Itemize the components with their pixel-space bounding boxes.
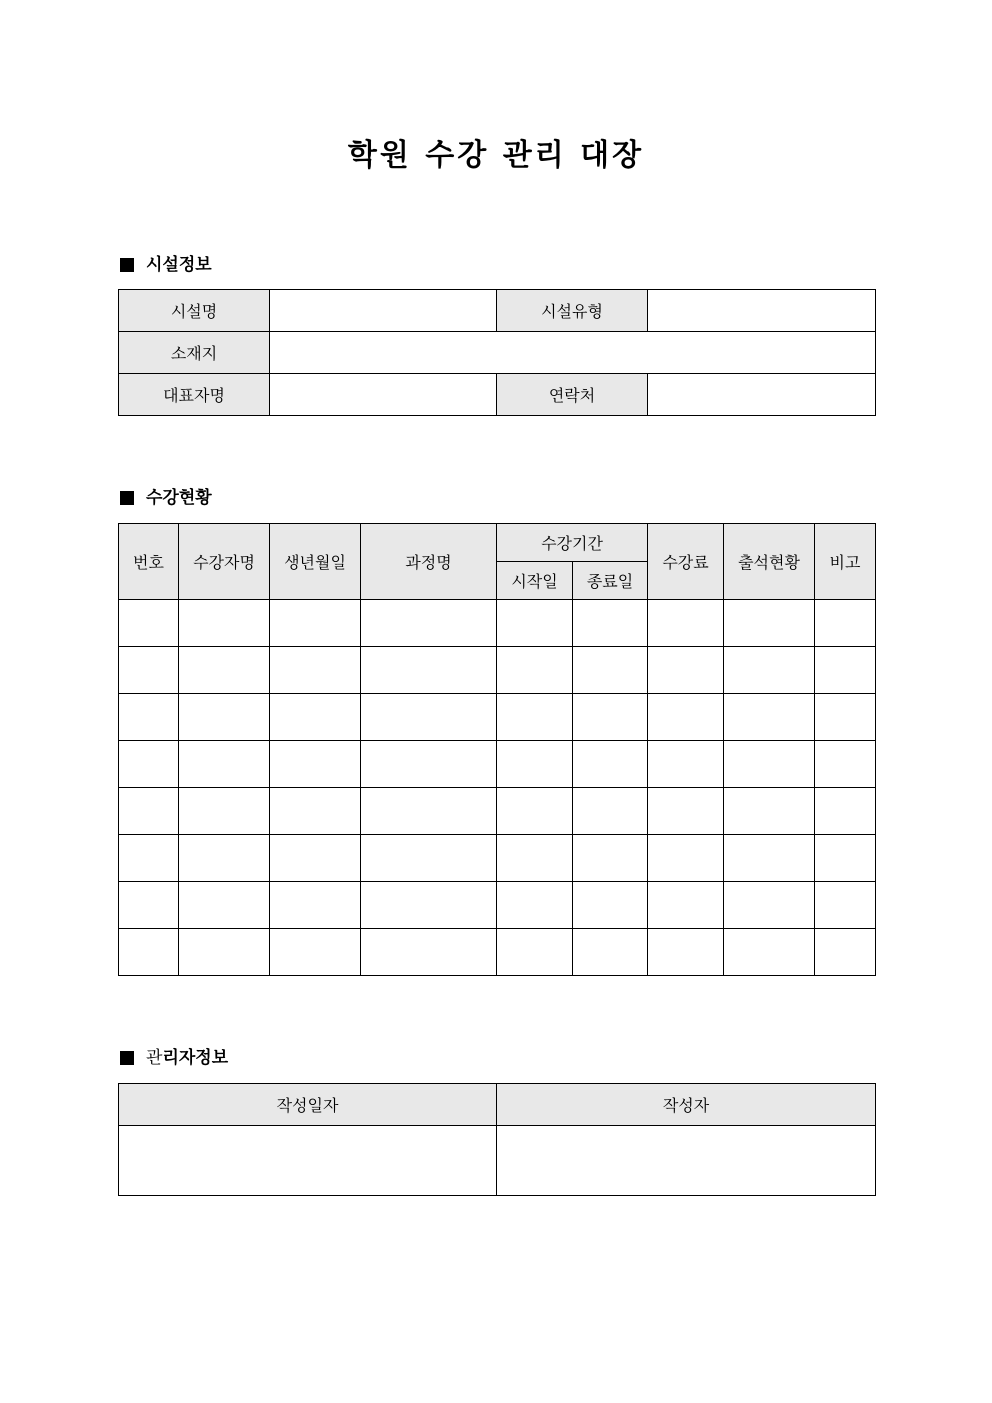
cell-start[interactable] bbox=[497, 929, 573, 976]
facility-info-table bbox=[118, 289, 876, 416]
cell-birth[interactable] bbox=[270, 741, 361, 788]
location-label: 소재지 bbox=[119, 332, 270, 374]
table-row bbox=[119, 647, 876, 694]
cell-student[interactable] bbox=[179, 694, 270, 741]
cell-start[interactable] bbox=[497, 788, 573, 835]
section-heading-label: 리자정보 bbox=[162, 1048, 229, 1068]
cell-course[interactable] bbox=[361, 647, 497, 694]
table-row bbox=[119, 694, 876, 741]
cell-no[interactable] bbox=[119, 600, 179, 647]
column-header-no: 번호 bbox=[119, 524, 179, 600]
table-row bbox=[119, 788, 876, 835]
cell-end[interactable] bbox=[573, 788, 648, 835]
contact-field[interactable] bbox=[648, 374, 876, 416]
cell-no[interactable] bbox=[119, 882, 179, 929]
cell-end[interactable] bbox=[573, 835, 648, 882]
author-field[interactable] bbox=[497, 1126, 876, 1196]
square-bullet-icon bbox=[120, 1051, 134, 1065]
column-header-course: 과정명 bbox=[361, 524, 497, 600]
cell-student[interactable] bbox=[179, 741, 270, 788]
cell-birth[interactable] bbox=[270, 694, 361, 741]
cell-remarks[interactable] bbox=[815, 600, 876, 647]
section-heading-manager bbox=[118, 1046, 228, 1070]
cell-course[interactable] bbox=[361, 694, 497, 741]
cell-attendance[interactable] bbox=[724, 788, 815, 835]
column-header-fee: 수강료 bbox=[648, 524, 724, 600]
cell-fee[interactable] bbox=[648, 882, 724, 929]
contact-label: 연락처 bbox=[497, 374, 648, 416]
cell-course[interactable] bbox=[361, 741, 497, 788]
section-heading-label: 수강현황 bbox=[146, 488, 212, 508]
cell-start[interactable] bbox=[497, 741, 573, 788]
cell-fee[interactable] bbox=[648, 929, 724, 976]
cell-fee[interactable] bbox=[648, 600, 724, 647]
table-row bbox=[119, 600, 876, 647]
cell-birth[interactable] bbox=[270, 600, 361, 647]
column-header-birth: 생년월일 bbox=[270, 524, 361, 600]
column-header-start: 시작일 bbox=[497, 562, 573, 600]
location-field[interactable] bbox=[270, 332, 876, 374]
author-label: 작성자 bbox=[497, 1084, 876, 1126]
cell-start[interactable] bbox=[497, 600, 573, 647]
square-bullet-icon bbox=[120, 258, 134, 272]
enrollment-table bbox=[118, 523, 876, 976]
column-header-attendance: 출석현황 bbox=[724, 524, 815, 600]
cell-student[interactable] bbox=[179, 929, 270, 976]
column-header-end: 종료일 bbox=[573, 562, 648, 600]
cell-end[interactable] bbox=[573, 882, 648, 929]
cell-birth[interactable] bbox=[270, 929, 361, 976]
cell-remarks[interactable] bbox=[815, 835, 876, 882]
section-heading-prefix: 관 bbox=[146, 1048, 163, 1068]
cell-remarks[interactable] bbox=[815, 882, 876, 929]
date-field[interactable] bbox=[119, 1126, 497, 1196]
cell-end[interactable] bbox=[573, 647, 648, 694]
cell-end[interactable] bbox=[573, 929, 648, 976]
cell-attendance[interactable] bbox=[724, 929, 815, 976]
cell-no[interactable] bbox=[119, 741, 179, 788]
cell-course[interactable] bbox=[361, 835, 497, 882]
cell-course[interactable] bbox=[361, 600, 497, 647]
column-header-remarks: 비고 bbox=[815, 524, 876, 600]
column-header-student: 수강자명 bbox=[179, 524, 270, 600]
cell-no[interactable] bbox=[119, 694, 179, 741]
cell-fee[interactable] bbox=[648, 647, 724, 694]
cell-remarks[interactable] bbox=[815, 647, 876, 694]
cell-attendance[interactable] bbox=[724, 741, 815, 788]
cell-no[interactable] bbox=[119, 835, 179, 882]
cell-no[interactable] bbox=[119, 647, 179, 694]
table-row bbox=[119, 882, 876, 929]
cell-course[interactable] bbox=[361, 788, 497, 835]
cell-no[interactable] bbox=[119, 788, 179, 835]
cell-start[interactable] bbox=[497, 882, 573, 929]
cell-fee[interactable] bbox=[648, 788, 724, 835]
table-row bbox=[119, 835, 876, 882]
manager-info-table bbox=[118, 1083, 876, 1196]
cell-remarks[interactable] bbox=[815, 694, 876, 741]
facility-type-label: 시설유형 bbox=[497, 290, 648, 332]
section-heading-enrollment bbox=[118, 486, 212, 510]
cell-attendance[interactable] bbox=[724, 694, 815, 741]
cell-remarks[interactable] bbox=[815, 929, 876, 976]
cell-birth[interactable] bbox=[270, 788, 361, 835]
cell-student[interactable] bbox=[179, 882, 270, 929]
cell-birth[interactable] bbox=[270, 835, 361, 882]
column-header-period: 수강기간 bbox=[497, 524, 648, 562]
cell-remarks[interactable] bbox=[815, 788, 876, 835]
cell-no[interactable] bbox=[119, 929, 179, 976]
cell-attendance[interactable] bbox=[724, 882, 815, 929]
cell-attendance[interactable] bbox=[724, 647, 815, 694]
cell-start[interactable] bbox=[497, 694, 573, 741]
cell-birth[interactable] bbox=[270, 647, 361, 694]
representative-field[interactable] bbox=[270, 374, 497, 416]
section-heading-facility bbox=[118, 253, 212, 277]
cell-attendance[interactable] bbox=[724, 835, 815, 882]
cell-student[interactable] bbox=[179, 835, 270, 882]
cell-student[interactable] bbox=[179, 647, 270, 694]
facility-name-label: 시설명 bbox=[119, 290, 270, 332]
cell-fee[interactable] bbox=[648, 694, 724, 741]
representative-label: 대표자명 bbox=[119, 374, 270, 416]
cell-end[interactable] bbox=[573, 741, 648, 788]
cell-fee[interactable] bbox=[648, 835, 724, 882]
cell-student[interactable] bbox=[179, 788, 270, 835]
cell-birth[interactable] bbox=[270, 882, 361, 929]
enrollment-rows bbox=[119, 600, 876, 976]
table-row bbox=[119, 929, 876, 976]
cell-course[interactable] bbox=[361, 882, 497, 929]
cell-end[interactable] bbox=[573, 694, 648, 741]
cell-start[interactable] bbox=[497, 647, 573, 694]
cell-attendance[interactable] bbox=[724, 600, 815, 647]
page-title: 학원 수강 관리 대장 bbox=[347, 138, 645, 173]
square-bullet-icon bbox=[120, 491, 134, 505]
cell-fee[interactable] bbox=[648, 741, 724, 788]
facility-name-field[interactable] bbox=[270, 290, 497, 332]
table-row bbox=[119, 741, 876, 788]
cell-remarks[interactable] bbox=[815, 741, 876, 788]
date-label: 작성일자 bbox=[119, 1084, 497, 1126]
cell-student[interactable] bbox=[179, 600, 270, 647]
cell-course[interactable] bbox=[361, 929, 497, 976]
cell-start[interactable] bbox=[497, 835, 573, 882]
section-heading-label: 시설정보 bbox=[146, 255, 212, 275]
facility-type-field[interactable] bbox=[648, 290, 876, 332]
cell-end[interactable] bbox=[573, 600, 648, 647]
